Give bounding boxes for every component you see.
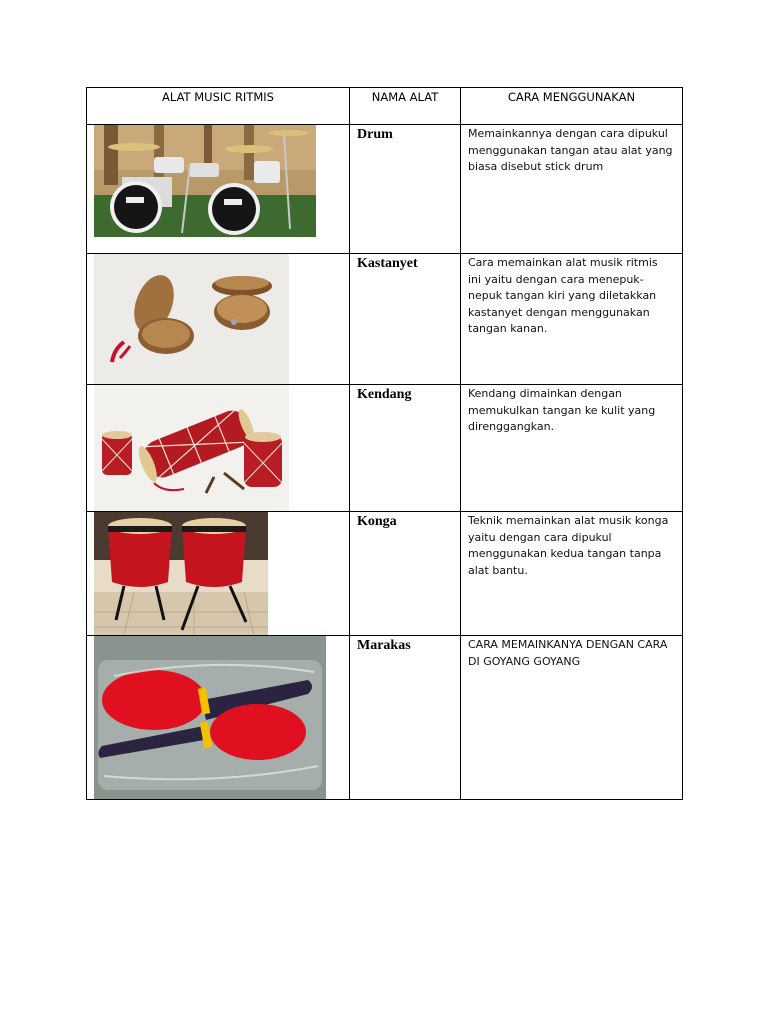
kendang-name: Kendang [350,385,461,512]
maracas-photo [94,636,326,799]
table-row [87,385,683,512]
drum-name: Drum [350,125,461,254]
kastanyet-description: Cara memainkan alat musik ritmis ini yaitu dengan cara menepuk-nepuk tangan kiri yang diletakkan kastanyet dengan menggunakan tangan kanan. [461,254,683,385]
marakas-description: CARA MEMAINKANYA DENGAN CARA DI GOYANG GOYANG [461,636,683,800]
castanets-photo [94,254,289,384]
drum-set-photo [94,125,316,237]
marakas-name: Marakas [350,636,461,800]
drum-image-cell [87,125,350,254]
konga-description: Teknik memainkan alat musik konga yaitu dengan cara dipukul menggunakan kedua tangan tanpa alat bantu. [461,512,683,636]
kendang-image-cell [87,385,350,512]
table-header-row [87,88,683,125]
table-row [87,254,683,385]
kendang-description: Kendang dimainkan dengan memukulkan tangan ke kulit yang direnggangkan. [461,385,683,512]
kastanyet-image-cell [87,254,350,385]
header-usage: CARA MENGGUNAKAN [461,88,683,125]
table-row [87,636,683,800]
drum-description: Memainkannya dengan cara dipukul menggunakan tangan atau alat yang biasa disebut stick drum [461,125,683,254]
table-row [87,512,683,636]
kendang-photo [94,385,289,511]
kastanyet-name: Kastanyet [350,254,461,385]
table-row [87,125,683,254]
konga-image-cell [87,512,350,636]
header-instrument: ALAT MUSIC RITMIS [87,88,350,125]
header-name: NAMA ALAT [350,88,461,125]
instrument-table [86,87,683,800]
conga-photo [94,512,268,635]
marakas-image-cell [87,636,350,800]
konga-name: Konga [350,512,461,636]
